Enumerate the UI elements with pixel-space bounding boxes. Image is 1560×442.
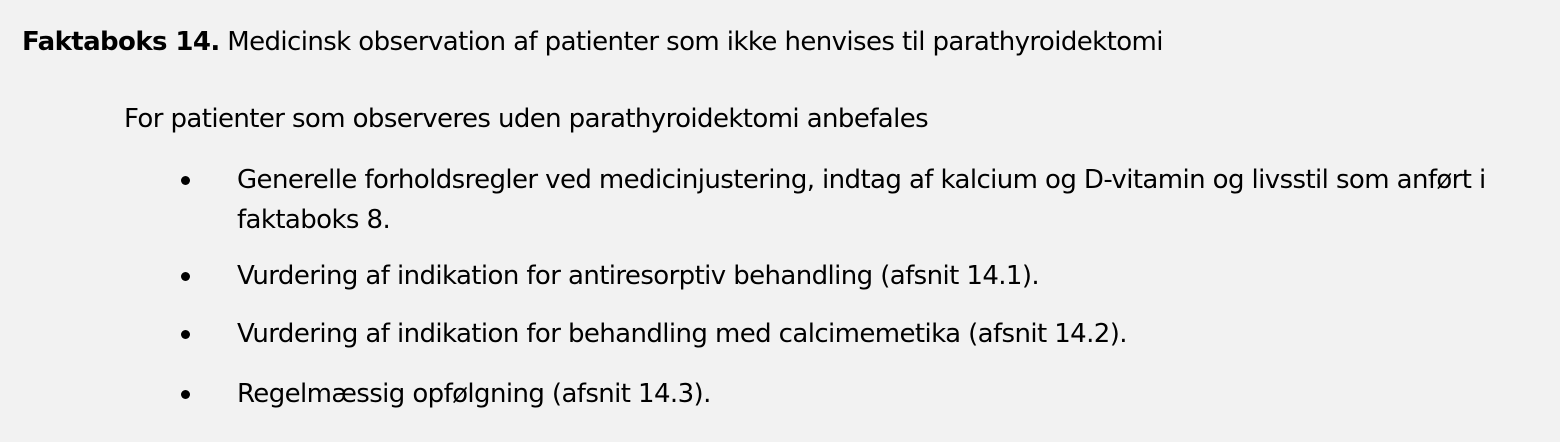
- list-item-text: Regelmæssig opfølgning (afsnit 14.3).: [237, 379, 711, 409]
- factbox-label: Faktaboks 14.: [22, 27, 220, 57]
- factbox-heading: Medicinsk observation af patienter som ikke henvises til parathyroidektomi: [227, 27, 1163, 57]
- factbox-intro: For patienter som observeres uden parathyroidektomi anbefales: [124, 104, 929, 134]
- bullet-icon: [181, 272, 190, 281]
- factbox-title: [22, 22, 1163, 62]
- bullet-icon: [181, 176, 190, 185]
- bullet-icon: [181, 390, 190, 399]
- list-item-text: Vurdering af indikation for behandling med calcimemetika (afsnit 14.2).: [237, 319, 1127, 349]
- list-item-text: Vurdering af indikation for antiresorptiv behandling (afsnit 14.1).: [237, 261, 1040, 291]
- bullet-icon: [181, 330, 190, 339]
- list-item-text: Generelle forholdsregler ved medicinjustering, indtag af kalcium og D-vitamin og livsstil som anført i faktaboks 8.: [237, 165, 1486, 235]
